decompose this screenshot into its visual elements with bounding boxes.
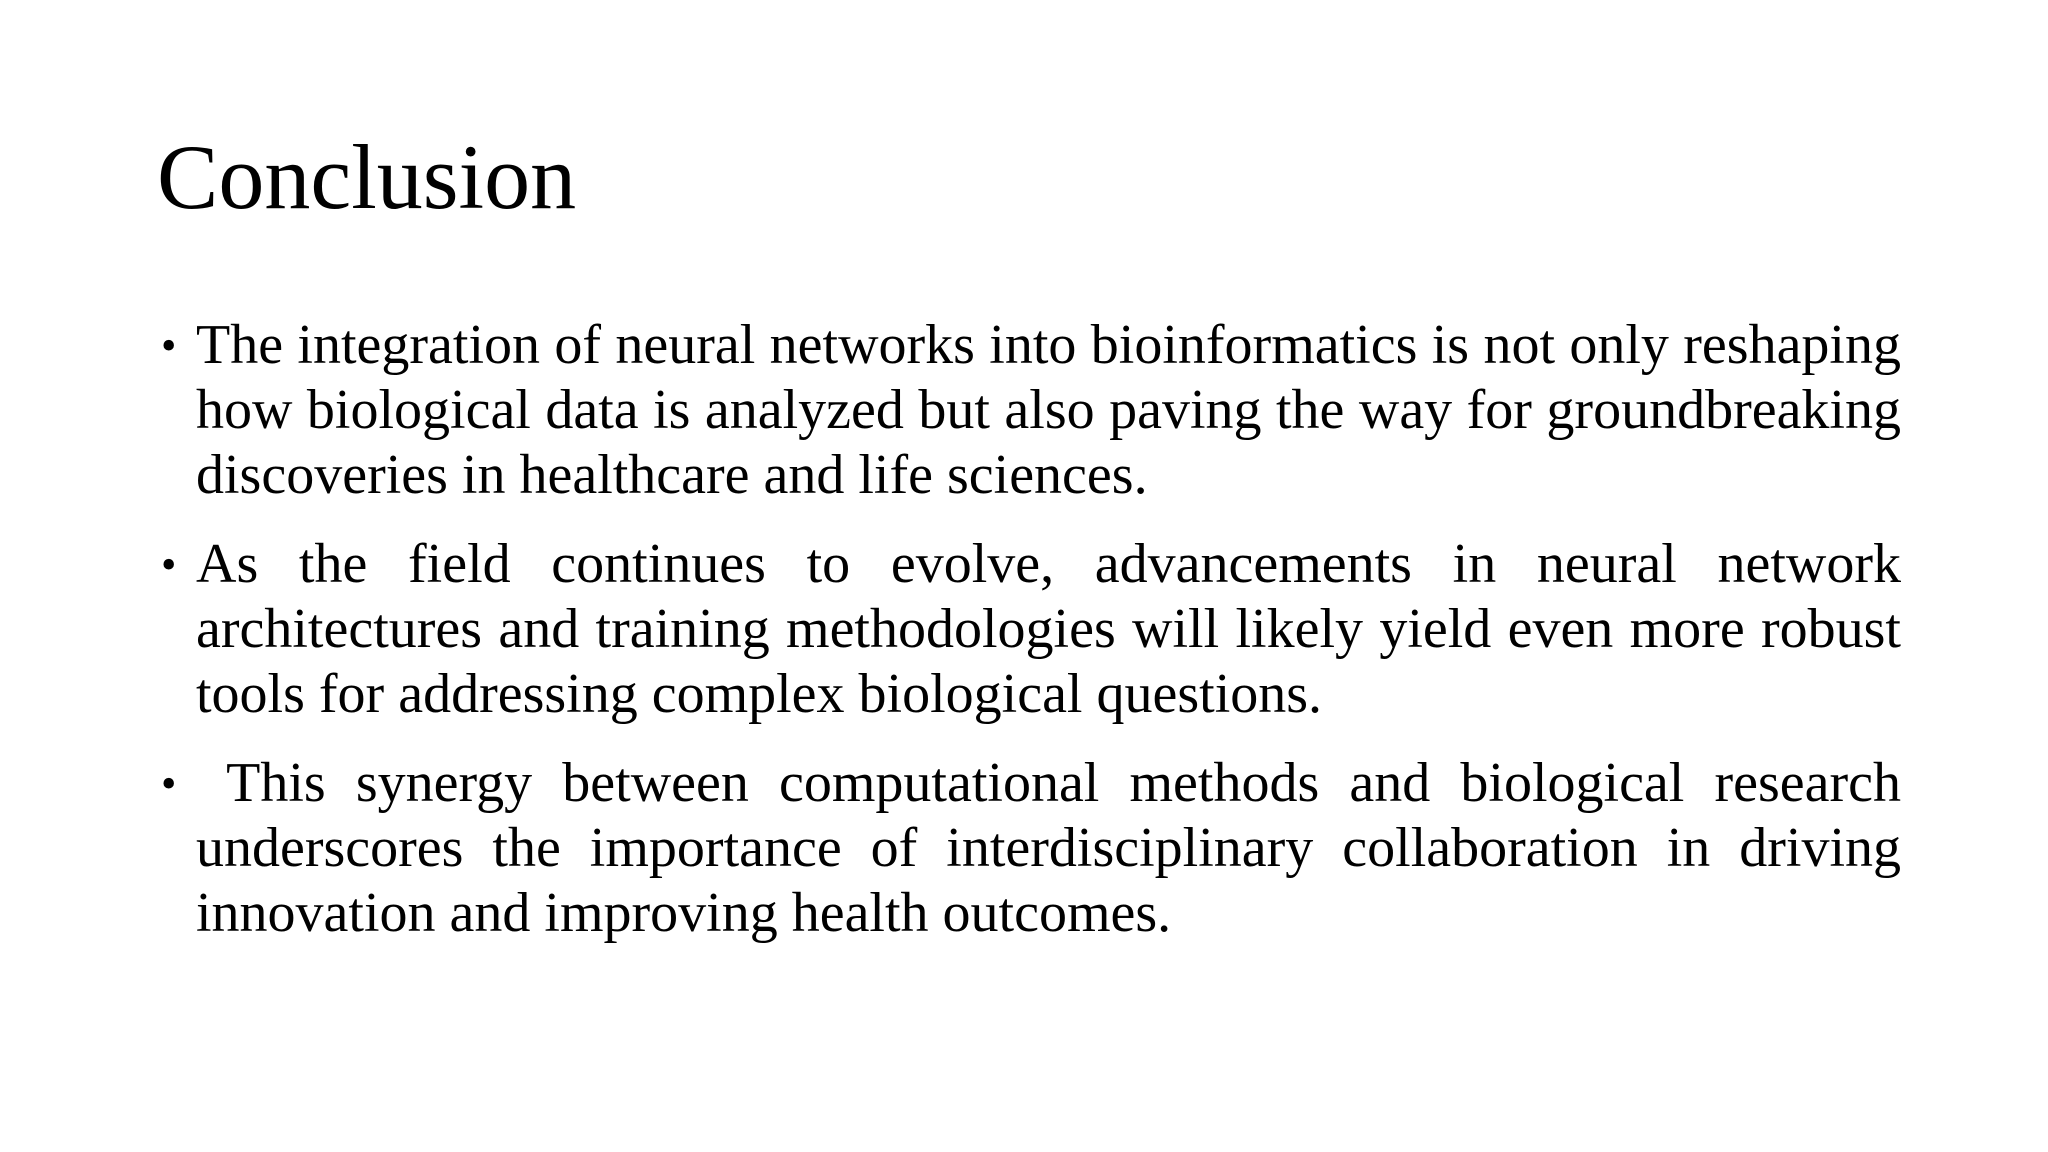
bullet-text: As the field continues to evolve, advancements in neural network architectures and training methodologies will likely yield even more robust tools for addressing complex biological questions. <box>196 533 1901 725</box>
bullet-dot-icon: • <box>161 540 177 589</box>
bullet-text: This synergy between computational methods and biological research underscores the importance of interdisciplinary collaboration in driving innovation and improving health outcomes. <box>196 752 1916 944</box>
bullet-item <box>157 532 1901 727</box>
bullet-dot-icon: • <box>161 759 177 808</box>
slide-title: Conclusion <box>157 126 577 228</box>
bullet-dot-icon: • <box>161 321 177 370</box>
bullet-list <box>157 313 1916 970</box>
bullet-item <box>157 751 1916 946</box>
bullet-item <box>157 313 1901 508</box>
bullet-text: The integration of neural networks into bioinformatics is not only reshaping how biological data is analyzed but also paving the way for groundbreaking discoveries in healthcare and life sciences. <box>196 314 1901 506</box>
